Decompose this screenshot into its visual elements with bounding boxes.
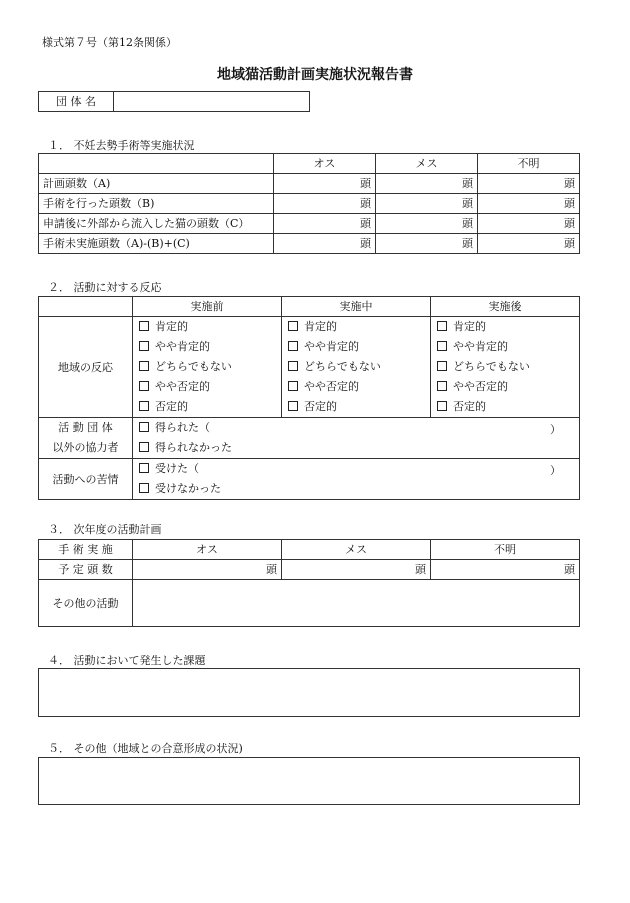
row-label: 計画頭数（A) (39, 174, 274, 194)
checkbox[interactable] (288, 341, 298, 351)
col-male: オス (133, 540, 282, 560)
checkbox[interactable] (288, 401, 298, 411)
checkbox[interactable] (139, 321, 149, 331)
checkbox[interactable] (139, 381, 149, 391)
checkbox[interactable] (288, 381, 298, 391)
option[interactable]: 得られた（ (139, 418, 579, 438)
count-cell[interactable]: 頭 (274, 174, 376, 194)
col-female: メス (376, 154, 478, 174)
option[interactable]: やや肯定的 (139, 337, 281, 357)
table-row (39, 214, 580, 234)
checkbox[interactable] (437, 401, 447, 411)
label-other-activities: その他の活動 (39, 580, 133, 627)
sterilization-table (38, 153, 580, 254)
close-paren: ） (550, 423, 561, 436)
option[interactable]: やや肯定的 (437, 337, 579, 357)
org-label: 団 体 名 (39, 92, 114, 112)
count-cell[interactable]: 頭 (478, 234, 580, 254)
option[interactable]: 否定的 (437, 397, 579, 417)
col-unknown: 不明 (478, 154, 580, 174)
checkbox[interactable] (437, 341, 447, 351)
col-before: 実施前 (133, 297, 282, 317)
count-cell[interactable]: 頭 (478, 214, 580, 234)
close-paren: ） (550, 464, 561, 477)
checkbox[interactable] (437, 381, 447, 391)
count-cell[interactable]: 頭 (376, 194, 478, 214)
section-1-heading: １． 不妊去勢手術等実施状況 (48, 139, 195, 152)
option[interactable]: 受けなかった (139, 479, 579, 499)
checkbox[interactable] (139, 361, 149, 371)
page-title: 地域猫活動計画実施状況報告書 (217, 67, 413, 83)
header-blank (39, 297, 133, 317)
count-cell[interactable]: 頭 (274, 194, 376, 214)
option[interactable]: 否定的 (288, 397, 430, 417)
option[interactable]: 受けた（ (139, 459, 579, 479)
next-year-table (38, 539, 580, 627)
checkbox[interactable] (288, 361, 298, 371)
row-label-complaint: 活動への苦情 (39, 459, 133, 500)
checkbox[interactable] (139, 341, 149, 351)
col-after: 実施後 (431, 297, 580, 317)
reaction-during (282, 317, 431, 418)
org-name-field[interactable] (114, 92, 310, 112)
row-label: 手術未実施頭数（A)-(B)+(C) (39, 234, 274, 254)
count-cell[interactable]: 頭 (431, 560, 580, 580)
header-blank (39, 154, 274, 174)
section-3-heading: ３． 次年度の活動計画 (48, 523, 162, 536)
issues-field[interactable] (38, 668, 580, 717)
checkbox[interactable] (139, 401, 149, 411)
form-label: 様式第７号（第12条関係） (42, 36, 177, 49)
checkbox[interactable] (437, 321, 447, 331)
option[interactable]: 肯定的 (288, 317, 430, 337)
reaction-table (38, 296, 580, 500)
consensus-field[interactable] (38, 757, 580, 805)
col-female: メス (282, 540, 431, 560)
label-surgery: 手 術 実 施 (39, 540, 133, 560)
option[interactable]: どちらでもない (437, 357, 579, 377)
table-row (39, 174, 580, 194)
table-row (39, 194, 580, 214)
col-male: オス (274, 154, 376, 174)
checkbox[interactable] (139, 422, 149, 432)
org-table (38, 91, 310, 112)
option[interactable]: やや否定的 (437, 377, 579, 397)
option[interactable]: 得られなかった (139, 438, 579, 458)
count-cell[interactable]: 頭 (376, 174, 478, 194)
checkbox[interactable] (288, 321, 298, 331)
count-cell[interactable]: 頭 (376, 214, 478, 234)
checkbox[interactable] (437, 361, 447, 371)
cooperation-options (133, 418, 580, 459)
count-cell[interactable]: 頭 (274, 234, 376, 254)
count-cell[interactable]: 頭 (274, 214, 376, 234)
option[interactable]: やや否定的 (288, 377, 430, 397)
checkbox[interactable] (139, 483, 149, 493)
reaction-after (431, 317, 580, 418)
complaint-options (133, 459, 580, 500)
row-label: 申請後に外部から流入した猫の頭数（C） (39, 214, 274, 234)
col-during: 実施中 (282, 297, 431, 317)
section-2-heading: ２． 活動に対する反応 (48, 281, 162, 294)
count-cell[interactable]: 頭 (282, 560, 431, 580)
row-label: 手術を行った頭数（B) (39, 194, 274, 214)
count-cell[interactable]: 頭 (133, 560, 282, 580)
option[interactable]: どちらでもない (288, 357, 430, 377)
option[interactable]: やや肯定的 (288, 337, 430, 357)
option[interactable]: やや否定的 (139, 377, 281, 397)
option[interactable]: 肯定的 (437, 317, 579, 337)
checkbox[interactable] (139, 463, 149, 473)
option[interactable]: どちらでもない (139, 357, 281, 377)
count-cell[interactable]: 頭 (478, 174, 580, 194)
label-planned-count: 予 定 頭 数 (39, 560, 133, 580)
row-label-reaction: 地域の反応 (39, 317, 133, 418)
option[interactable]: 肯定的 (139, 317, 281, 337)
checkbox[interactable] (139, 442, 149, 452)
col-unknown: 不明 (431, 540, 580, 560)
other-activities-field[interactable] (133, 580, 580, 627)
row-label-cooperation: 活 動 団 体 以外の協力者 (39, 418, 133, 459)
count-cell[interactable]: 頭 (376, 234, 478, 254)
reaction-before (133, 317, 282, 418)
section-4-heading: ４． 活動において発生した課題 (48, 654, 206, 667)
table-row (39, 234, 580, 254)
section-5-heading: ５． その他（地域との合意形成の状況) (48, 742, 243, 755)
count-cell[interactable]: 頭 (478, 194, 580, 214)
option[interactable]: 否定的 (139, 397, 281, 417)
